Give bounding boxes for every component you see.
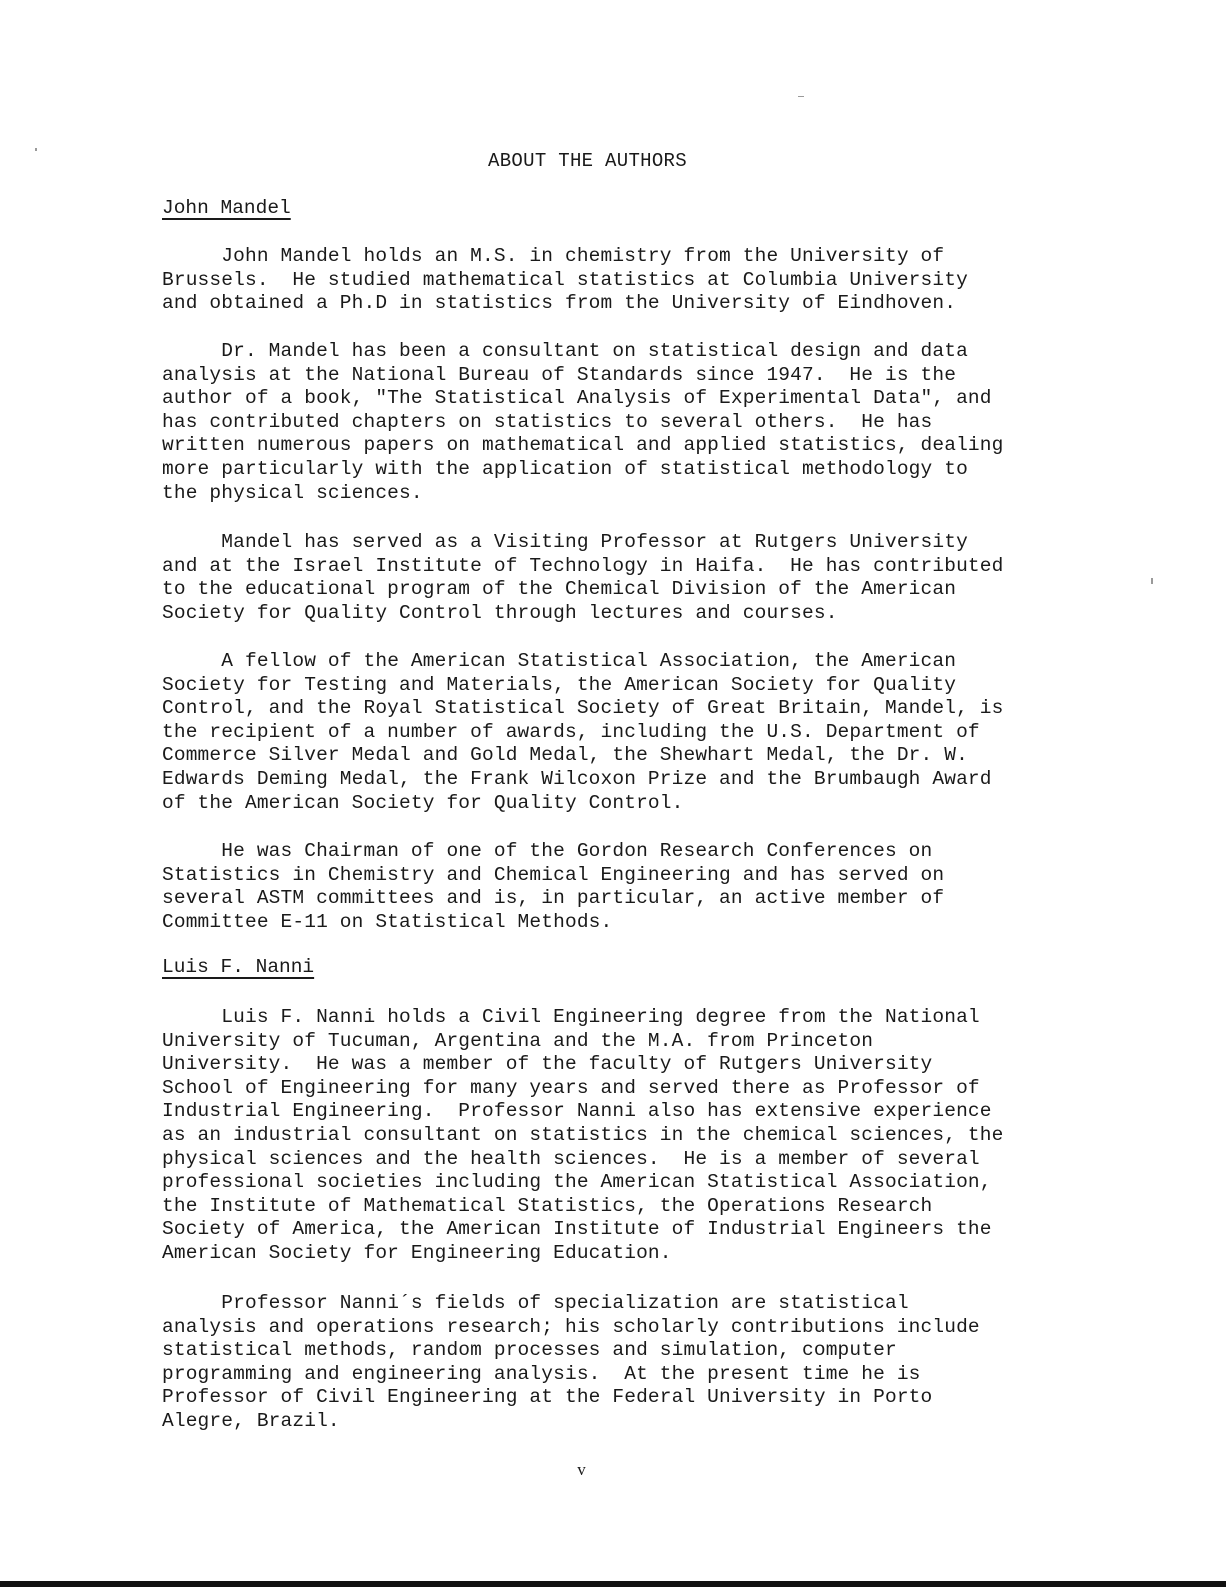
paragraph-mandel-career: Dr. Mandel has been a consultant on statistical design and data analysis at the National Bureau of Standards since 1947. He is the author of a book, "The Statistical Analysis of Experimental Data", and has contributed chapters on statistics to several others. He has written numerous papers on mathematical and applied statistics, dealing more particularly with the application of statistical methodology to the physical sciences. [162, 340, 1004, 504]
scan-speck [798, 96, 804, 97]
scan-bottom-edge [0, 1581, 1226, 1587]
paragraph-mandel-awards: A fellow of the American Statistical Association, the American Society for Testing and Materials, the American Society for Quality Control, and the Royal Statistical Society of Great Britain, Mandel, is the recipient of a number of awards, including the U.S. Department of Commerce Silver Medal and Gold Medal, the Shewhart Medal, the Dr. W. Edwards Deming Medal, the Frank Wilcoxon Prize and the Brumbaugh Award of the American Society for Quality Control. [162, 650, 1004, 814]
paragraph-mandel-education: John Mandel holds an M.S. in chemistry from the University of Brussels. He studied mathematical statistics at Columbia University and obtained a Ph.D in statistics from the University of Eindhoven. [162, 245, 968, 315]
scan-speck [1151, 578, 1153, 584]
paragraph-nanni-specialization: Professor Nanni´s fields of specialization are statistical analysis and operations research; his scholarly contributions include statistical methods, random processes and simulation, computer programming and engineering analysis. At the present time he is Professor of Civil Engineering at the Federal University in Porto Alegre, Brazil. [162, 1292, 980, 1432]
scan-speck [35, 148, 37, 151]
paragraph-mandel-committees: He was Chairman of one of the Gordon Research Conferences on Statistics in Chemistry and Chemical Engineering and has served on several ASTM committees and is, in particular, an active member of Committee E-11 on Statistical Methods. [162, 840, 945, 933]
paragraph-mandel-teaching: Mandel has served as a Visiting Professor at Rutgers University and at the Israel Institute of Technology in Haifa. He has contributed to the educational program of the Chemical Division of the American Society for Quality Control through lectures and courses. [162, 531, 1004, 624]
page-number: v [577, 1460, 586, 1479]
section-heading-luis-nanni: Luis F. Nanni [162, 956, 315, 978]
paragraph-nanni-background: Luis F. Nanni holds a Civil Engineering degree from the National University of Tucuman, Argentina and the M.A. from Princeton University. He was a member of the faculty of Rutgers University School of Engineering for many years and served there as Professor of Industrial Engineering. Professor Nanni also has extensive experience as an industrial consultant on statistics in the chemical sciences, the physical sciences and the health sciences. He is a member of several professional societies including the American Statistical Association, the Institute of Mathematical Statistics, the Operations Research Society of America, the American Institute of Industrial Engineers the American Society for Engineering Education. [162, 1006, 1004, 1264]
page-title: ABOUT THE AUTHORS [488, 150, 687, 172]
section-heading-john-mandel: John Mandel [162, 197, 291, 219]
